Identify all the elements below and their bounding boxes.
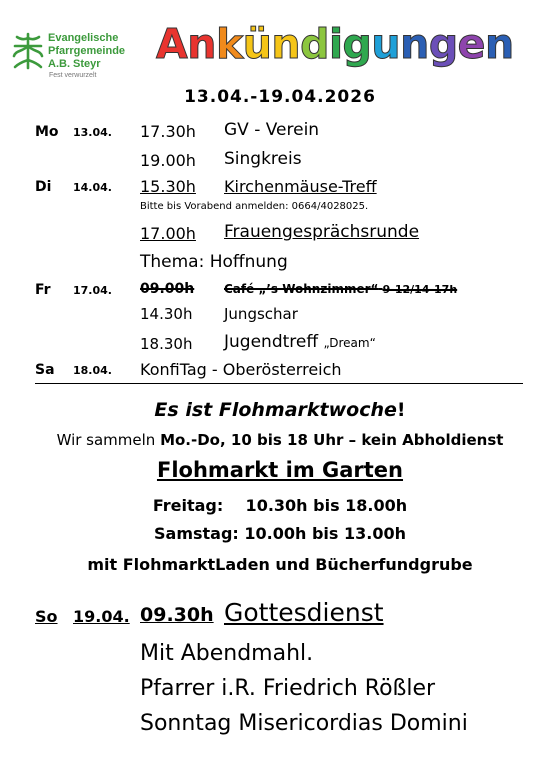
date-mo: 13.04.	[73, 126, 112, 139]
logo-text-line3: A.B. Steyr	[48, 58, 101, 70]
theme-di: Thema: Hoffnung	[140, 252, 288, 272]
flohmarkt-headline	[0, 399, 560, 421]
sonntag-line1: Mit Abendmahl.	[140, 641, 314, 666]
title-letter: A	[156, 20, 188, 68]
time-mo-1: 17.30h	[140, 122, 196, 141]
title-letter: g	[342, 20, 372, 68]
event-fr-3-name: Jugendtreff	[224, 332, 319, 352]
event-fr-1-hours: 9-12/14-17h	[382, 283, 458, 296]
date-range: 13.04.-19.04.2026	[184, 87, 376, 107]
flohmarkt-freitag: Freitag: 10.30h bis 18.00h	[152, 496, 408, 515]
event-fr-3-sub: „Dream“	[323, 336, 376, 350]
title-letter: ü	[242, 20, 272, 68]
title-letter: k	[215, 20, 243, 68]
sammeln-hours: Mo.-Do, 10 bis 18 Uhr – kein Abholdienst	[160, 431, 504, 449]
title-letter: n	[271, 20, 301, 68]
event-fr-1	[224, 282, 457, 296]
logo-tagline: Fest verwurzelt	[49, 72, 97, 79]
sonntag-line3: Sonntag Misericordias Domini	[140, 711, 468, 736]
tree-cross-icon	[12, 30, 44, 70]
flohmarkt-extra: mit FlohmarktLaden und Bücherfundgrube	[87, 555, 473, 574]
time-mo-2: 19.00h	[140, 151, 196, 170]
title-letter: i	[328, 20, 343, 68]
page-title	[156, 20, 514, 68]
time-di-2: 17.00h	[140, 224, 196, 243]
event-mo-2: Singkreis	[224, 149, 302, 169]
sonntag-line2: Pfarrer i.R. Friedrich Rößler	[140, 676, 436, 701]
day-label-di: Di	[35, 179, 52, 195]
registration-note-b: anmelden: 0664/4028025.	[235, 201, 369, 212]
day-label-mo: Mo	[35, 124, 59, 140]
logo-text-line1: Evangelische	[48, 32, 119, 44]
title-letter: g	[428, 20, 458, 68]
logo-text-line2: Pfarrgemeinde	[48, 45, 126, 57]
event-di-1: Kirchenmäuse-Treff	[224, 177, 377, 196]
title-letter: n	[400, 20, 429, 68]
event-fr-2: Jungschar	[224, 305, 298, 323]
flohmarkt-headline-exclaim: !	[396, 399, 406, 421]
time-so: 09.30h	[140, 604, 214, 626]
title-letter: e	[457, 20, 485, 68]
date-di: 14.04.	[73, 181, 112, 194]
event-so: Gottesdienst	[224, 598, 384, 627]
title-letter: n	[187, 20, 216, 68]
event-di-2: Frauengesprächsrunde	[224, 222, 420, 242]
day-label-fr: Fr	[35, 282, 51, 298]
date-so: 19.04.	[73, 607, 130, 626]
flohmarkt-samstag: Samstag: 10.00h bis 13.00h	[154, 524, 406, 543]
title-letter: d	[300, 20, 329, 68]
time-fr-1: 09.00h	[140, 281, 195, 297]
event-sa-1: KonfiTag - Oberösterreich	[140, 360, 342, 379]
event-mo-1: GV - Verein	[224, 120, 320, 140]
day-label-so: So	[35, 607, 58, 626]
registration-note	[140, 201, 368, 212]
title-letter: u	[371, 20, 401, 68]
flohmarkt-garten-heading: Flohmarkt im Garten	[156, 458, 404, 482]
event-fr-3	[224, 332, 376, 352]
registration-note-a: Bitte bis Vorabend	[140, 201, 232, 212]
date-sa: 18.04.	[73, 364, 112, 377]
event-fr-1-name: Café „’s Wohnzimmer“	[224, 282, 379, 296]
sammeln-text: Wir sammeln	[56, 431, 161, 449]
flohmarkt-headline-text: Es ist Flohmarktwoche	[154, 399, 397, 421]
sammeln-line	[0, 431, 560, 449]
time-fr-3: 18.30h	[140, 335, 193, 353]
time-di-1: 15.30h	[140, 177, 196, 196]
title-letter: n	[484, 20, 514, 68]
time-fr-2: 14.30h	[140, 305, 193, 323]
date-fr: 17.04.	[73, 284, 112, 297]
divider-line	[35, 383, 523, 384]
day-label-sa: Sa	[35, 362, 55, 378]
